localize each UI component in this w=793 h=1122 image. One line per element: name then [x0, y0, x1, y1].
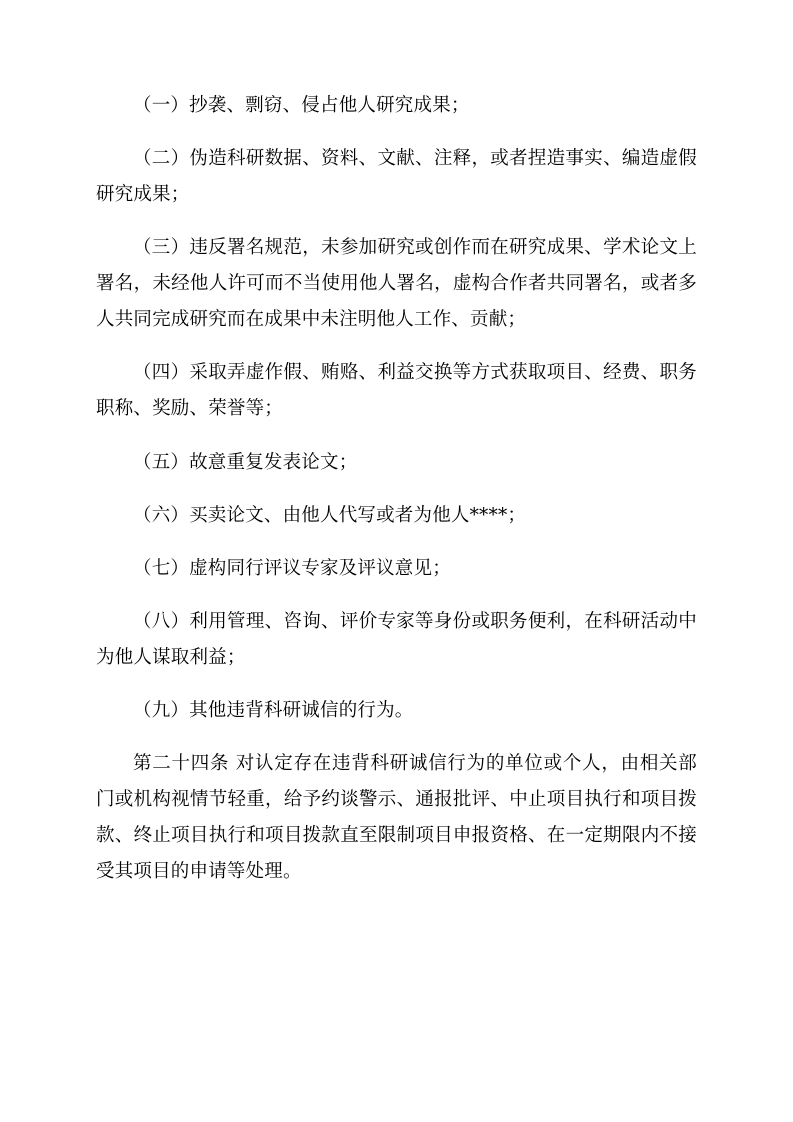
- paragraph-item-2: （二）伪造科研数据、资料、文献、注释，或者捏造事实、编造虚假研究成果；: [96, 148, 697, 206]
- paragraph-item-3: （三）违反署名规范，未参加研究或创作而在研究成果、学术论文上署名，未经他人许可而不当使用他人署名，虚构合作者共同署名，或者多人共同完成研究而在成果中未注明他人工作、贡献；: [96, 237, 697, 331]
- paragraph-item-6: （六）买卖论文、由他人代写或者为他人****；: [133, 504, 527, 526]
- paragraph-item-4: （四）采取弄虚作假、贿赂、利益交换等方式获取项目、经费、职务职称、奖励、荣誉等；: [96, 362, 697, 420]
- paragraph-item-9: （九）其他违背科研诚信的行为。: [133, 699, 414, 721]
- article-24-paragraph: 第二十四条 对认定存在违背科研诚信行为的单位或个人，由相关部门或机构视情节轻重，给予约谈警示、通报批评、中止项目执行和项目拨款、终止项目执行和项目拨款直至限制项目申报资格、在一定期限内不接受其项目的申请等处理。: [96, 752, 697, 883]
- document-body: [96, 88, 697, 890]
- paragraph-item-7: （七）虚构同行评议专家及评议意见；: [133, 557, 451, 579]
- paragraph-item-8: （八）利用管理、咨询、评价专家等身份或职务便利，在科研活动中为他人谋取利益；: [96, 610, 697, 668]
- paragraph-item-5: （五）故意重复发表论文；: [133, 451, 358, 473]
- paragraph-item-1: （一）抄袭、剽窃、侵占他人研究成果；: [133, 95, 470, 116]
